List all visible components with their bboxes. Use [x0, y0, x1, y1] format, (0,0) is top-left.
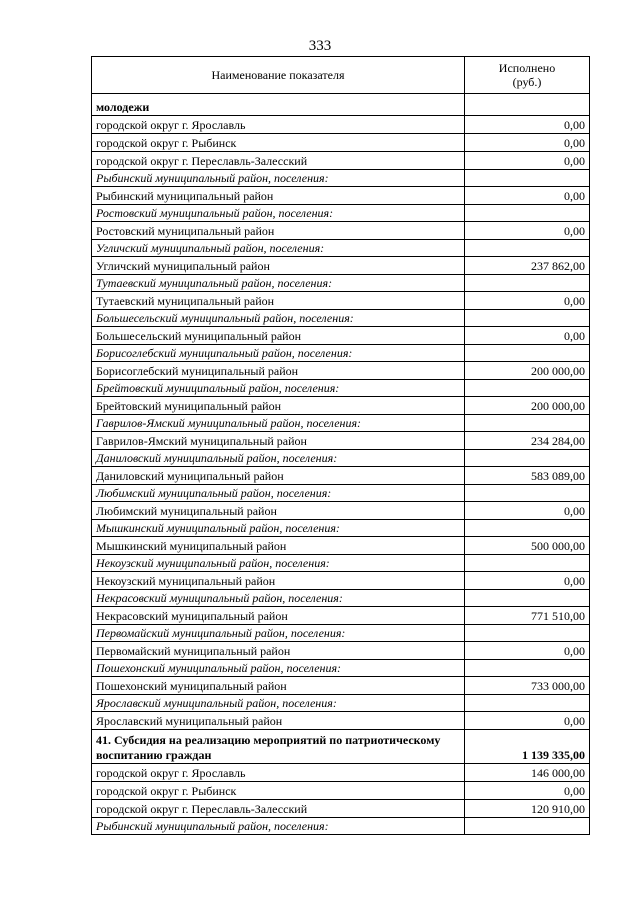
- table-row: [92, 345, 590, 362]
- table-row: [92, 625, 590, 642]
- table-row: [92, 712, 590, 730]
- header-value-line1: Исполнено: [498, 61, 556, 75]
- row-value-cell: [465, 555, 590, 572]
- row-value-cell: 200 000,00: [465, 397, 590, 415]
- page-number: 333: [308, 38, 332, 54]
- row-value-cell: 0,00: [465, 782, 590, 800]
- row-name-cell: Тутаевский муниципальный район: [92, 292, 465, 310]
- table-row: [92, 764, 590, 782]
- table-row: [92, 310, 590, 327]
- row-name-cell: Любимский муниципальный район: [92, 502, 465, 520]
- row-value-cell: 0,00: [465, 572, 590, 590]
- row-name-cell: Угличский муниципальный район: [92, 257, 465, 275]
- row-name-cell: Пошехонский муниципальный район, поселения:: [92, 660, 465, 677]
- row-value-cell: 500 000,00: [465, 537, 590, 555]
- row-value-cell: [465, 380, 590, 397]
- table-row: [92, 450, 590, 467]
- table-row: [92, 152, 590, 170]
- table-row: [92, 397, 590, 415]
- table-row: [92, 502, 590, 520]
- table-row: [92, 485, 590, 502]
- row-name-cell: молодежи: [92, 94, 465, 116]
- table-row: [92, 520, 590, 537]
- table-row: [92, 555, 590, 572]
- row-value-cell: 0,00: [465, 134, 590, 152]
- table-row: [92, 187, 590, 205]
- row-value-cell: 771 510,00: [465, 607, 590, 625]
- row-value-cell: [465, 275, 590, 292]
- row-value-cell: 0,00: [465, 327, 590, 345]
- table-row: [92, 134, 590, 152]
- row-value-cell: 0,00: [465, 502, 590, 520]
- row-name-cell: городской округ г. Переславль-Залесский: [92, 152, 465, 170]
- row-value-cell: 234 284,00: [465, 432, 590, 450]
- row-name-cell: Некрасовский муниципальный район, поселения:: [92, 590, 465, 607]
- row-name-cell: Ярославский муниципальный район, поселения:: [92, 695, 465, 712]
- row-name-cell: Некоузский муниципальный район: [92, 572, 465, 590]
- row-name-cell: Первомайский муниципальный район: [92, 642, 465, 660]
- row-name-cell: Ярославский муниципальный район: [92, 712, 465, 730]
- table-row: [92, 205, 590, 222]
- row-name-cell: 41. Субсидия на реализацию мероприятий по патриотическому воспитанию граждан: [92, 730, 465, 764]
- row-name-cell: Угличский муниципальный район, поселения:: [92, 240, 465, 257]
- table-row: [92, 432, 590, 450]
- row-name-cell: Рыбинский муниципальный район: [92, 187, 465, 205]
- header-value-line2: (руб.): [512, 75, 542, 89]
- row-name-cell: Первомайский муниципальный район, поселения:: [92, 625, 465, 642]
- table-row: [92, 572, 590, 590]
- table-row: [92, 275, 590, 292]
- row-name-cell: городской округ г. Рыбинск: [92, 782, 465, 800]
- row-value-cell: 0,00: [465, 642, 590, 660]
- table-row: [92, 607, 590, 625]
- row-name-cell: Ростовский муниципальный район, поселения:: [92, 205, 465, 222]
- table-row: [92, 362, 590, 380]
- row-value-cell: [465, 520, 590, 537]
- table-row: [92, 257, 590, 275]
- row-name-cell: Большесельский муниципальный район, поселения:: [92, 310, 465, 327]
- table-row: [92, 467, 590, 485]
- row-value-cell: [465, 695, 590, 712]
- table-body: [92, 94, 590, 835]
- row-name-cell: городской округ г. Ярославль: [92, 764, 465, 782]
- row-value-cell: 0,00: [465, 152, 590, 170]
- table-header: [92, 57, 590, 94]
- row-value-cell: 0,00: [465, 187, 590, 205]
- table-row: [92, 415, 590, 432]
- row-name-cell: Гаврилов-Ямский муниципальный район: [92, 432, 465, 450]
- row-value-cell: 120 910,00: [465, 800, 590, 818]
- table-row: [92, 642, 590, 660]
- row-value-cell: 0,00: [465, 292, 590, 310]
- table-row: [92, 222, 590, 240]
- table-row: [92, 240, 590, 257]
- table-row: [92, 782, 590, 800]
- table-row: [92, 170, 590, 187]
- row-name-cell: Борисоглебский муниципальный район, поселения:: [92, 345, 465, 362]
- row-value-cell: 0,00: [465, 712, 590, 730]
- table-row: [92, 730, 590, 764]
- table-row: [92, 677, 590, 695]
- row-value-cell: [465, 660, 590, 677]
- table-row: [92, 380, 590, 397]
- table-row: [92, 116, 590, 134]
- header-value-column: [465, 57, 590, 94]
- row-name-cell: Тутаевский муниципальный район, поселения:: [92, 275, 465, 292]
- row-name-cell: Даниловский муниципальный район: [92, 467, 465, 485]
- table-row: [92, 537, 590, 555]
- row-name-cell: Рыбинский муниципальный район, поселения:: [92, 170, 465, 187]
- row-value-cell: [465, 240, 590, 257]
- row-value-cell: [465, 205, 590, 222]
- header-name-column: Наименование показателя: [92, 57, 465, 94]
- row-value-cell: [465, 94, 590, 116]
- row-name-cell: Рыбинский муниципальный район, поселения:: [92, 818, 465, 835]
- row-value-cell: [465, 310, 590, 327]
- row-name-cell: Даниловский муниципальный район, поселения:: [92, 450, 465, 467]
- table-row: [92, 818, 590, 835]
- row-name-cell: Некоузский муниципальный район, поселения:: [92, 555, 465, 572]
- row-value-cell: 146 000,00: [465, 764, 590, 782]
- row-value-cell: 237 862,00: [465, 257, 590, 275]
- table-row: [92, 695, 590, 712]
- row-name-cell: Мышкинский муниципальный район: [92, 537, 465, 555]
- row-name-cell: Ростовский муниципальный район: [92, 222, 465, 240]
- report-table: [91, 56, 590, 835]
- row-value-cell: [465, 818, 590, 835]
- row-name-cell: Брейтовский муниципальный район, поселения:: [92, 380, 465, 397]
- row-name-cell: городской округ г. Переславль-Залесский: [92, 800, 465, 818]
- row-value-cell: [465, 625, 590, 642]
- row-value-cell: [465, 170, 590, 187]
- table-row: [92, 327, 590, 345]
- row-value-cell: 1 139 335,00: [465, 730, 590, 764]
- row-value-cell: 200 000,00: [465, 362, 590, 380]
- row-value-cell: [465, 485, 590, 502]
- row-value-cell: 0,00: [465, 222, 590, 240]
- row-name-cell: Гаврилов-Ямский муниципальный район, поселения:: [92, 415, 465, 432]
- table-row: [92, 800, 590, 818]
- row-value-cell: 583 089,00: [465, 467, 590, 485]
- row-value-cell: [465, 590, 590, 607]
- row-value-cell: 0,00: [465, 116, 590, 134]
- row-value-cell: [465, 415, 590, 432]
- row-name-cell: Мышкинский муниципальный район, поселения:: [92, 520, 465, 537]
- table-row: [92, 660, 590, 677]
- table-row: [92, 590, 590, 607]
- row-name-cell: Борисоглебский муниципальный район: [92, 362, 465, 380]
- table-row: [92, 94, 590, 116]
- row-name-cell: городской округ г. Ярославль: [92, 116, 465, 134]
- row-value-cell: [465, 345, 590, 362]
- row-name-cell: Некрасовский муниципальный район: [92, 607, 465, 625]
- row-value-cell: [465, 450, 590, 467]
- row-name-cell: городской округ г. Рыбинск: [92, 134, 465, 152]
- row-name-cell: Большесельский муниципальный район: [92, 327, 465, 345]
- row-name-cell: Брейтовский муниципальный район: [92, 397, 465, 415]
- table-row: [92, 292, 590, 310]
- row-value-cell: 733 000,00: [465, 677, 590, 695]
- row-name-cell: Пошехонский муниципальный район: [92, 677, 465, 695]
- row-name-cell: Любимский муниципальный район, поселения:: [92, 485, 465, 502]
